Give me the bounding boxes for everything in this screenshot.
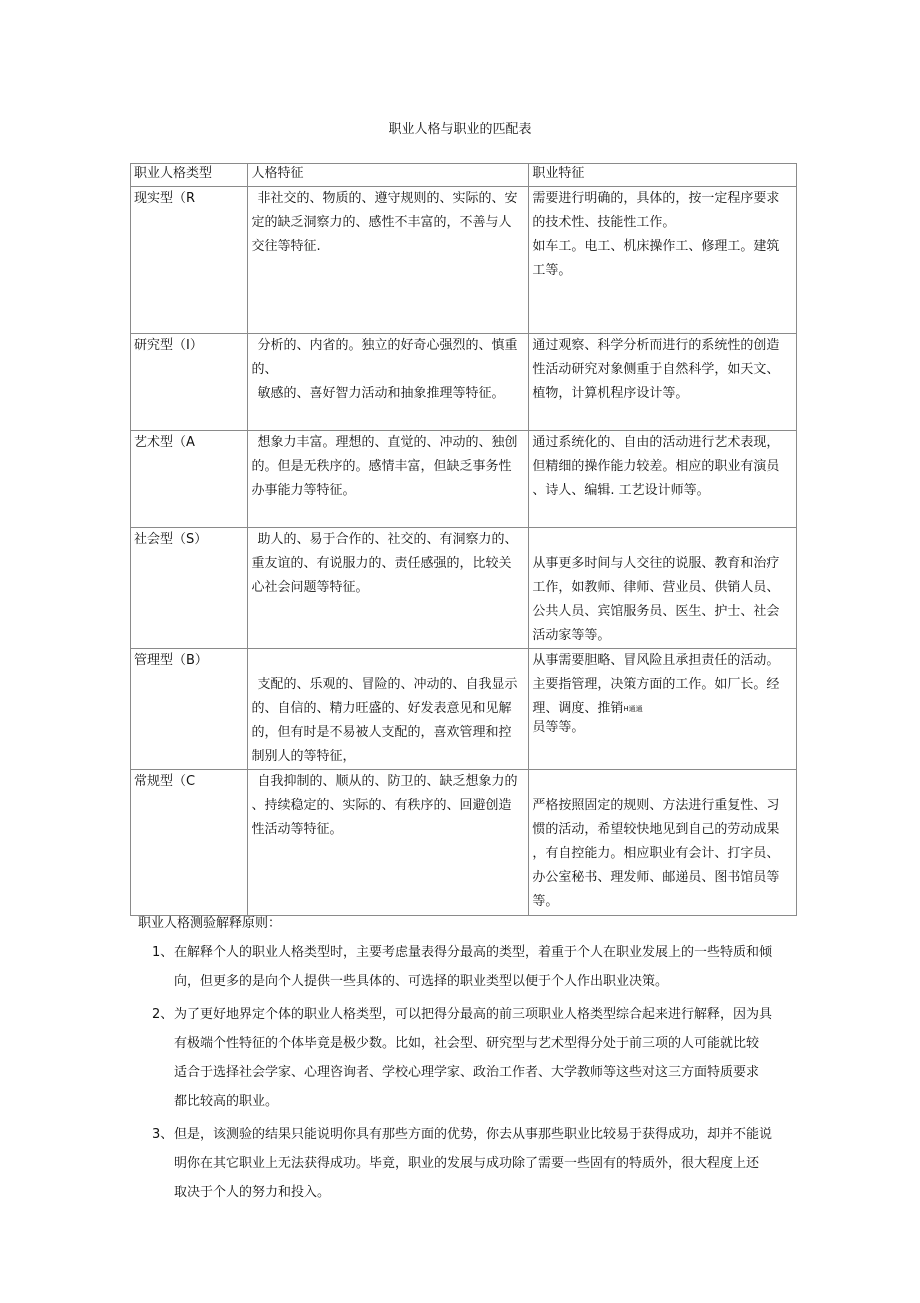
text-line: 性活动等特征。 [251,822,343,837]
text-line: 的、自信的、精力旺盛的、好发表意见和见解 [251,701,512,716]
text-line: 的、 [251,362,278,377]
text-line: ，有自控能力。相应职业有会计、打字员、 [532,846,780,861]
occupation-cell [529,431,797,528]
table-row [131,528,797,649]
rule-line: 为了更好地界定个体的职业人格类型，可以把得分最高的前三项职业人格类型综合起来进行解释，因为具 [174,1007,773,1022]
rule-line: 明你在其它职业上无法获得成功。毕竟，职业的发展与成功除了需要一些固有的特质外，很大程度上还 [174,1156,760,1171]
occupation-cell [529,334,797,431]
personality-cell [248,187,529,334]
personality-cell [248,770,529,916]
type-cell: 艺术型（A [131,431,248,528]
rule-line: 都比较高的职业。 [174,1094,279,1109]
text-line: 分析的、内省的。独立的好奇心强烈的、慎重 [257,338,518,353]
text-line: 交往等特征. [251,239,321,254]
table-row [131,431,797,528]
personality-cell [248,431,529,528]
text-line: 等。 [532,894,559,909]
interpretation-notes [138,914,798,1207]
table-row [131,334,797,431]
occupation-cell [529,770,797,916]
rule-line: 向，但更多的是向个人提供一些具体的、可选择的职业类型以便于个人作出职业决策。 [174,974,669,989]
rule-line: 取决于个人的努力和投入。 [174,1185,331,1200]
text-line: 重友谊的、有说服力的、责任感强的，比较关 [251,556,512,571]
rule-item [138,938,798,996]
text-line: 、诗人、编辑. 工艺设计师等。 [532,483,710,498]
occupation-cell [529,528,797,649]
text-line: 助人的、易于合作的、社交的、有洞察力的、 [257,532,518,547]
document-title: 职业人格与职业的匹配表 [388,122,532,137]
text-line: 植物，计算机程序设计等。 [532,386,689,401]
header-type: 职业人格类型 [131,164,248,187]
text-line: 通过系统化的、自由的活动进行艺术表现， [532,435,780,450]
text-line: 自我抑制的、顺从的、防卫的、缺乏想象力的 [257,774,518,789]
text-line: 制别人的等特征， [251,749,356,764]
text-line: 心社会问题等特征。 [251,580,369,595]
header-occupation: 职业特征 [529,164,797,187]
rule-line: 适合于选择社会学家、心理咨询者、学校心理学家、政治工作者、大学教师等这些对这三方面特质要求 [174,1065,760,1080]
occupation-cell [529,649,797,770]
type-cell: 研究型（I） [131,334,248,431]
occupation-cell [529,187,797,334]
personality-occupation-table [130,163,797,916]
notes-heading: 职业人格测验解释原则： [138,916,282,931]
personality-cell [248,649,529,770]
text-line: 严格按照固定的规则、方法进行重复性、习 [532,798,780,813]
table-row [131,187,797,334]
text-line: 工作，如教师、律师、营业员、供销人员、 [532,580,780,595]
table-header-row [131,164,797,187]
text-line: 的。但是无秩序的。感情丰富，但缺乏事务性 [251,459,512,474]
text-line: 、持续稳定的、实际的、有秩序的、回避创造 [251,798,512,813]
text-line: 非社交的、物质的、遵守规则的、实际的、安 [257,191,518,206]
header-personality: 人格特征 [248,164,529,187]
rule-line: 有极端个性特征的个体毕竟是极少数。比如，社会型、研究型与艺术型得分处于前三项的人可能就比较 [174,1036,760,1051]
text-line: 的技术性、技能性工作。 [532,215,676,230]
table-row [131,649,797,770]
rule-item [138,1120,798,1207]
text-fragment: 理、调度、推销 [532,701,624,716]
text-line: 惯的活动，希望较快地见到自己的劳动成果 [532,822,780,837]
text-line: 活动家等等。 [532,628,611,643]
type-cell: 常规型（C [131,770,248,916]
text-line: 工等。 [532,263,572,278]
text-line: 的，但有时是不易被人支配的，喜欢管理和控 [251,725,512,740]
text-line: 但精细的操作能力较差。相应的职业有演员 [532,459,780,474]
text-line: 定的缺乏洞察力的、感性不丰富的，不善与人 [251,215,512,230]
text-line: 主要指管理，决策方面的工作。如厂长。经 [532,677,780,692]
rule-number: 3、 [152,1127,174,1142]
text-line: 从事更多时间与人交往的说服、教育和治疗 [532,556,780,571]
rule-item [138,1000,798,1116]
rule-number: 2、 [152,1007,174,1022]
personality-cell [248,528,529,649]
personality-cell [248,334,529,431]
text-line: 支配的、乐观的、冒险的、冲动的、自我显示 [257,677,518,692]
text-line: 需要进行明确的，具体的，按一定程序要求 [532,191,780,206]
text-line [532,697,793,721]
type-cell: 现实型（R [131,187,248,334]
rule-line: 但是，该测验的结果只能说明你具有那些方面的优势，你去从事那些职业比较易于获得成功，却并不能说 [174,1127,773,1142]
text-line: 从事需要胆略、冒风险且承担责任的活动。 [532,653,780,668]
text-line: 办事能力等特征。 [251,483,356,498]
text-line: 如车工。电工、机床操作工、修理工。建筑 [532,239,780,254]
text-line: 想象力丰富。理想的、直觉的、冲动的、独创 [257,435,518,450]
text-line: 办公室秘书、理发师、邮递员、图书馆员等 [532,870,780,885]
type-cell: 管理型（B） [131,649,248,770]
table-row [131,770,797,916]
text-line: 通过观察、科学分析而进行的系统性的创造 [532,338,780,353]
rule-number: 1、 [152,945,174,960]
text-line: 性活动研究对象侧重于自然科学，如天文、 [532,362,780,377]
text-line: 公共人员、宾馆服务员、医生、护士、社会 [532,604,780,619]
rule-line: 在解释个人的职业人格类型时，主要考虑量表得分最高的类型，着重于个人在职业发展上的一些特质和倾 [174,945,773,960]
text-line: 敏感的、喜好智力活动和抽象推理等特征。 [257,386,505,401]
text-line: 员等等。 [532,720,585,735]
small-print-note: H通通 [623,705,643,713]
type-cell: 社会型（S） [131,528,248,649]
